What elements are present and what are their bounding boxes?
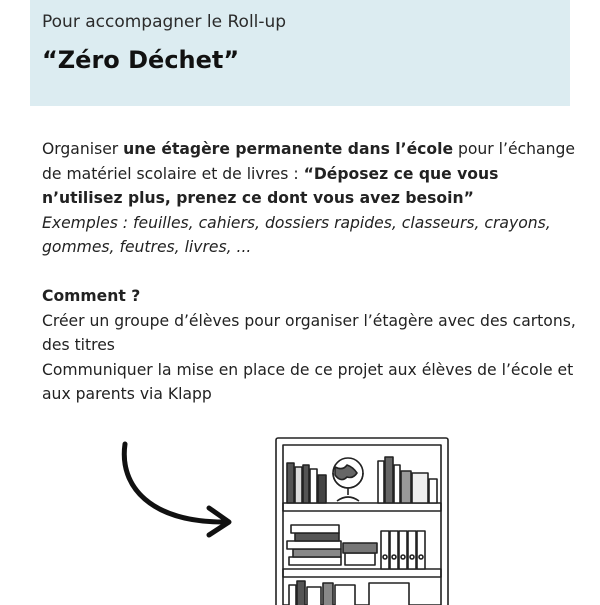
how-line-2: Communiquer la mise en place de ce projet aux élèves de l’école et aux parents via Klapp (42, 360, 574, 403)
intro-quote: “Déposez ce que vous n’utilisez plus, prenez ce dont vous avez besoin” (42, 164, 499, 207)
body-text (42, 137, 582, 407)
bookshelf-with-globe-icon (273, 435, 453, 605)
curved-arrow-icon (105, 438, 240, 538)
intro-highlight: une étagère permanente dans l’école (123, 140, 454, 158)
intro-text-2: pour l’échange de matériel scolaire et de livres : (42, 140, 575, 183)
header-subtitle: Pour accompagner le Roll-up (42, 12, 287, 32)
how-heading: Comment ? (42, 287, 141, 305)
how-line-1: Créer un groupe d’élèves pour organiser l’étagère avec des cartons, des titres (42, 311, 576, 354)
intro-paragraph (42, 137, 582, 211)
examples-text: Exemples : feuilles, cahiers, dossiers rapides, classeurs, crayons, gommes, feutres, livres, ... (42, 213, 551, 256)
intro-text-1: Organiser (42, 140, 124, 158)
page-title: “Zéro Déchet” (42, 46, 240, 74)
